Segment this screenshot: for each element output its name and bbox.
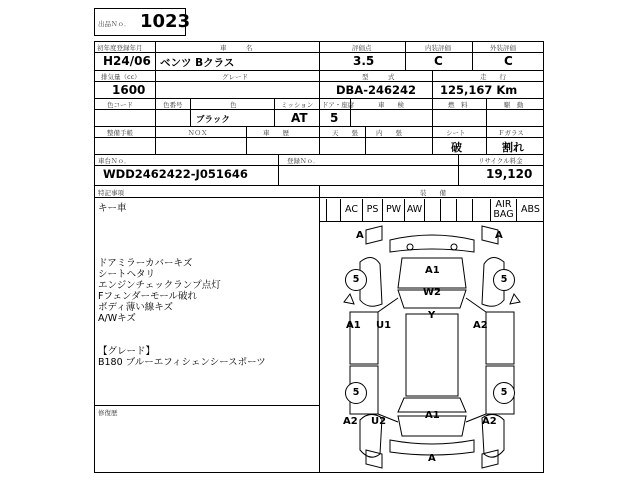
dmg-trunk: A1 [425, 410, 440, 421]
dmg-rear-left: A2 [343, 416, 358, 427]
reg-label: 登録Ｎｏ． [287, 157, 320, 165]
eq-aw [404, 199, 424, 221]
exterior-label: 外装評価 [490, 44, 516, 52]
dmg-front-left: A [356, 230, 364, 241]
sunroof-label: 天 張 [332, 129, 358, 137]
doors-label: ドア・座席 [322, 101, 355, 109]
dmg-rear-bottom: A [428, 453, 436, 464]
model-value: DBA-246242 [336, 83, 416, 97]
tyre-front-right: 5 [493, 269, 515, 291]
color-value: ブラック [196, 115, 230, 125]
repair-label: 修復歴 [98, 409, 118, 417]
dmg-left-front-door: A1 [346, 320, 361, 331]
dmg-hood: A1 [425, 265, 440, 276]
dmg-rear-right: A2 [482, 416, 497, 427]
car-diagram [320, 222, 544, 472]
recycle-label: リサイクル料金 [478, 157, 523, 165]
eq-aw-label: AW [406, 204, 423, 215]
eq-airbag-label: AIR BAG [493, 199, 514, 220]
notes-block [98, 258, 221, 324]
eq-pw-label: PW [385, 204, 402, 215]
grade-label: グレード [222, 73, 248, 81]
notes-line-7: A/Wキズ [98, 313, 136, 324]
notes-line-5: Fフェンダーモール破れ [98, 291, 198, 302]
eq-blank-4 [456, 199, 472, 221]
eq-ps-label: PS [366, 204, 379, 215]
displacement-label: 排気量（cc） [101, 73, 141, 81]
history-label: 車 歴 [263, 129, 289, 137]
manual-label: 整備手帳 [107, 129, 133, 137]
color-code-label: 色コード [107, 101, 133, 109]
car-name-label: 車 名 [220, 44, 253, 52]
first-reg-value: H24/06 [103, 54, 151, 68]
lot-label: 出品Ｎｏ． [98, 20, 131, 28]
tyre-rear-left: 5 [345, 382, 367, 404]
dmg-left-u2: U2 [371, 416, 387, 427]
eq-blank-2 [424, 199, 440, 221]
exterior-value: C [504, 54, 513, 68]
drive-label: 駆 動 [504, 101, 524, 109]
eq-abs-label: ABS [521, 204, 540, 215]
dmg-roof: Y [428, 310, 436, 321]
displacement-value: 1600 [112, 83, 146, 97]
interior-value: C [434, 54, 443, 68]
tyre-rear-right: 5 [493, 382, 515, 404]
notes-label: 特記事項 [98, 189, 124, 197]
interior-label: 内装評価 [425, 44, 451, 52]
eq-pw [382, 199, 404, 221]
mission-label: ミッション [281, 101, 314, 109]
dmg-front-right: A [495, 230, 503, 241]
glass-label: Ｆガラス [498, 129, 524, 137]
grade-block [98, 346, 266, 368]
tyre-front-left: 5 [345, 269, 367, 291]
recycle-value: 19,120 [486, 167, 533, 181]
chassis-label: 車台Ｎｏ． [98, 157, 131, 165]
color-label: 色 [230, 101, 237, 109]
notes-line-6: ボディ薄い線キズ [98, 302, 174, 313]
score-value: 3.5 [353, 54, 375, 68]
seat-label: シート [446, 129, 466, 137]
model-label: 型 式 [362, 73, 395, 81]
eq-blank-1 [326, 199, 340, 221]
color-no-label: 色番号 [163, 101, 183, 109]
dmg-left-u1: U1 [376, 320, 392, 331]
mileage-value: 125,167 Km [440, 83, 518, 97]
eq-blank-5 [472, 199, 490, 221]
equipment-label: 装 備 [420, 189, 446, 197]
glass-value: 割れ [502, 141, 524, 154]
notes-line-8: 【グレード】 [98, 346, 156, 357]
eq-abs [516, 199, 544, 221]
chassis-value: WDD2462422-J051646 [103, 167, 248, 181]
mileage-label: 走 行 [480, 73, 506, 81]
first-reg-label: 初年度登録年月 [97, 44, 143, 52]
inspection-label: 車 検 [378, 101, 404, 109]
dmg-windshield: W2 [423, 287, 441, 298]
notes-line-9: B180 ブルーエフィシェンシースポーツ [98, 357, 266, 368]
eq-blank-3 [440, 199, 456, 221]
fuel-label: 燃 料 [448, 101, 468, 109]
eq-ps [362, 199, 382, 221]
interior-roof-value: 破 [451, 141, 462, 154]
nox-label: ＮＯＸ [188, 129, 208, 137]
lot-number: 1023 [140, 11, 191, 32]
interior-roof-label: 内 張 [376, 129, 402, 137]
eq-ac [340, 199, 362, 221]
mission-value: AT [291, 111, 308, 125]
notes-line-1: キー車 [98, 203, 127, 214]
car-name-value: ベンツ Bクラス [160, 57, 235, 69]
doors-value: 5 [330, 111, 339, 125]
eq-ac-label: AC [345, 204, 358, 215]
notes-line-4: エンジンチェックランプ点灯 [98, 280, 221, 291]
eq-airbag [490, 199, 516, 221]
notes-line-2: ドアミラーカバーキズ [98, 258, 193, 269]
score-label: 評価点 [352, 44, 372, 52]
notes-line-3: シートヘタリ [98, 269, 156, 280]
dmg-right-front-door: A2 [473, 320, 488, 331]
